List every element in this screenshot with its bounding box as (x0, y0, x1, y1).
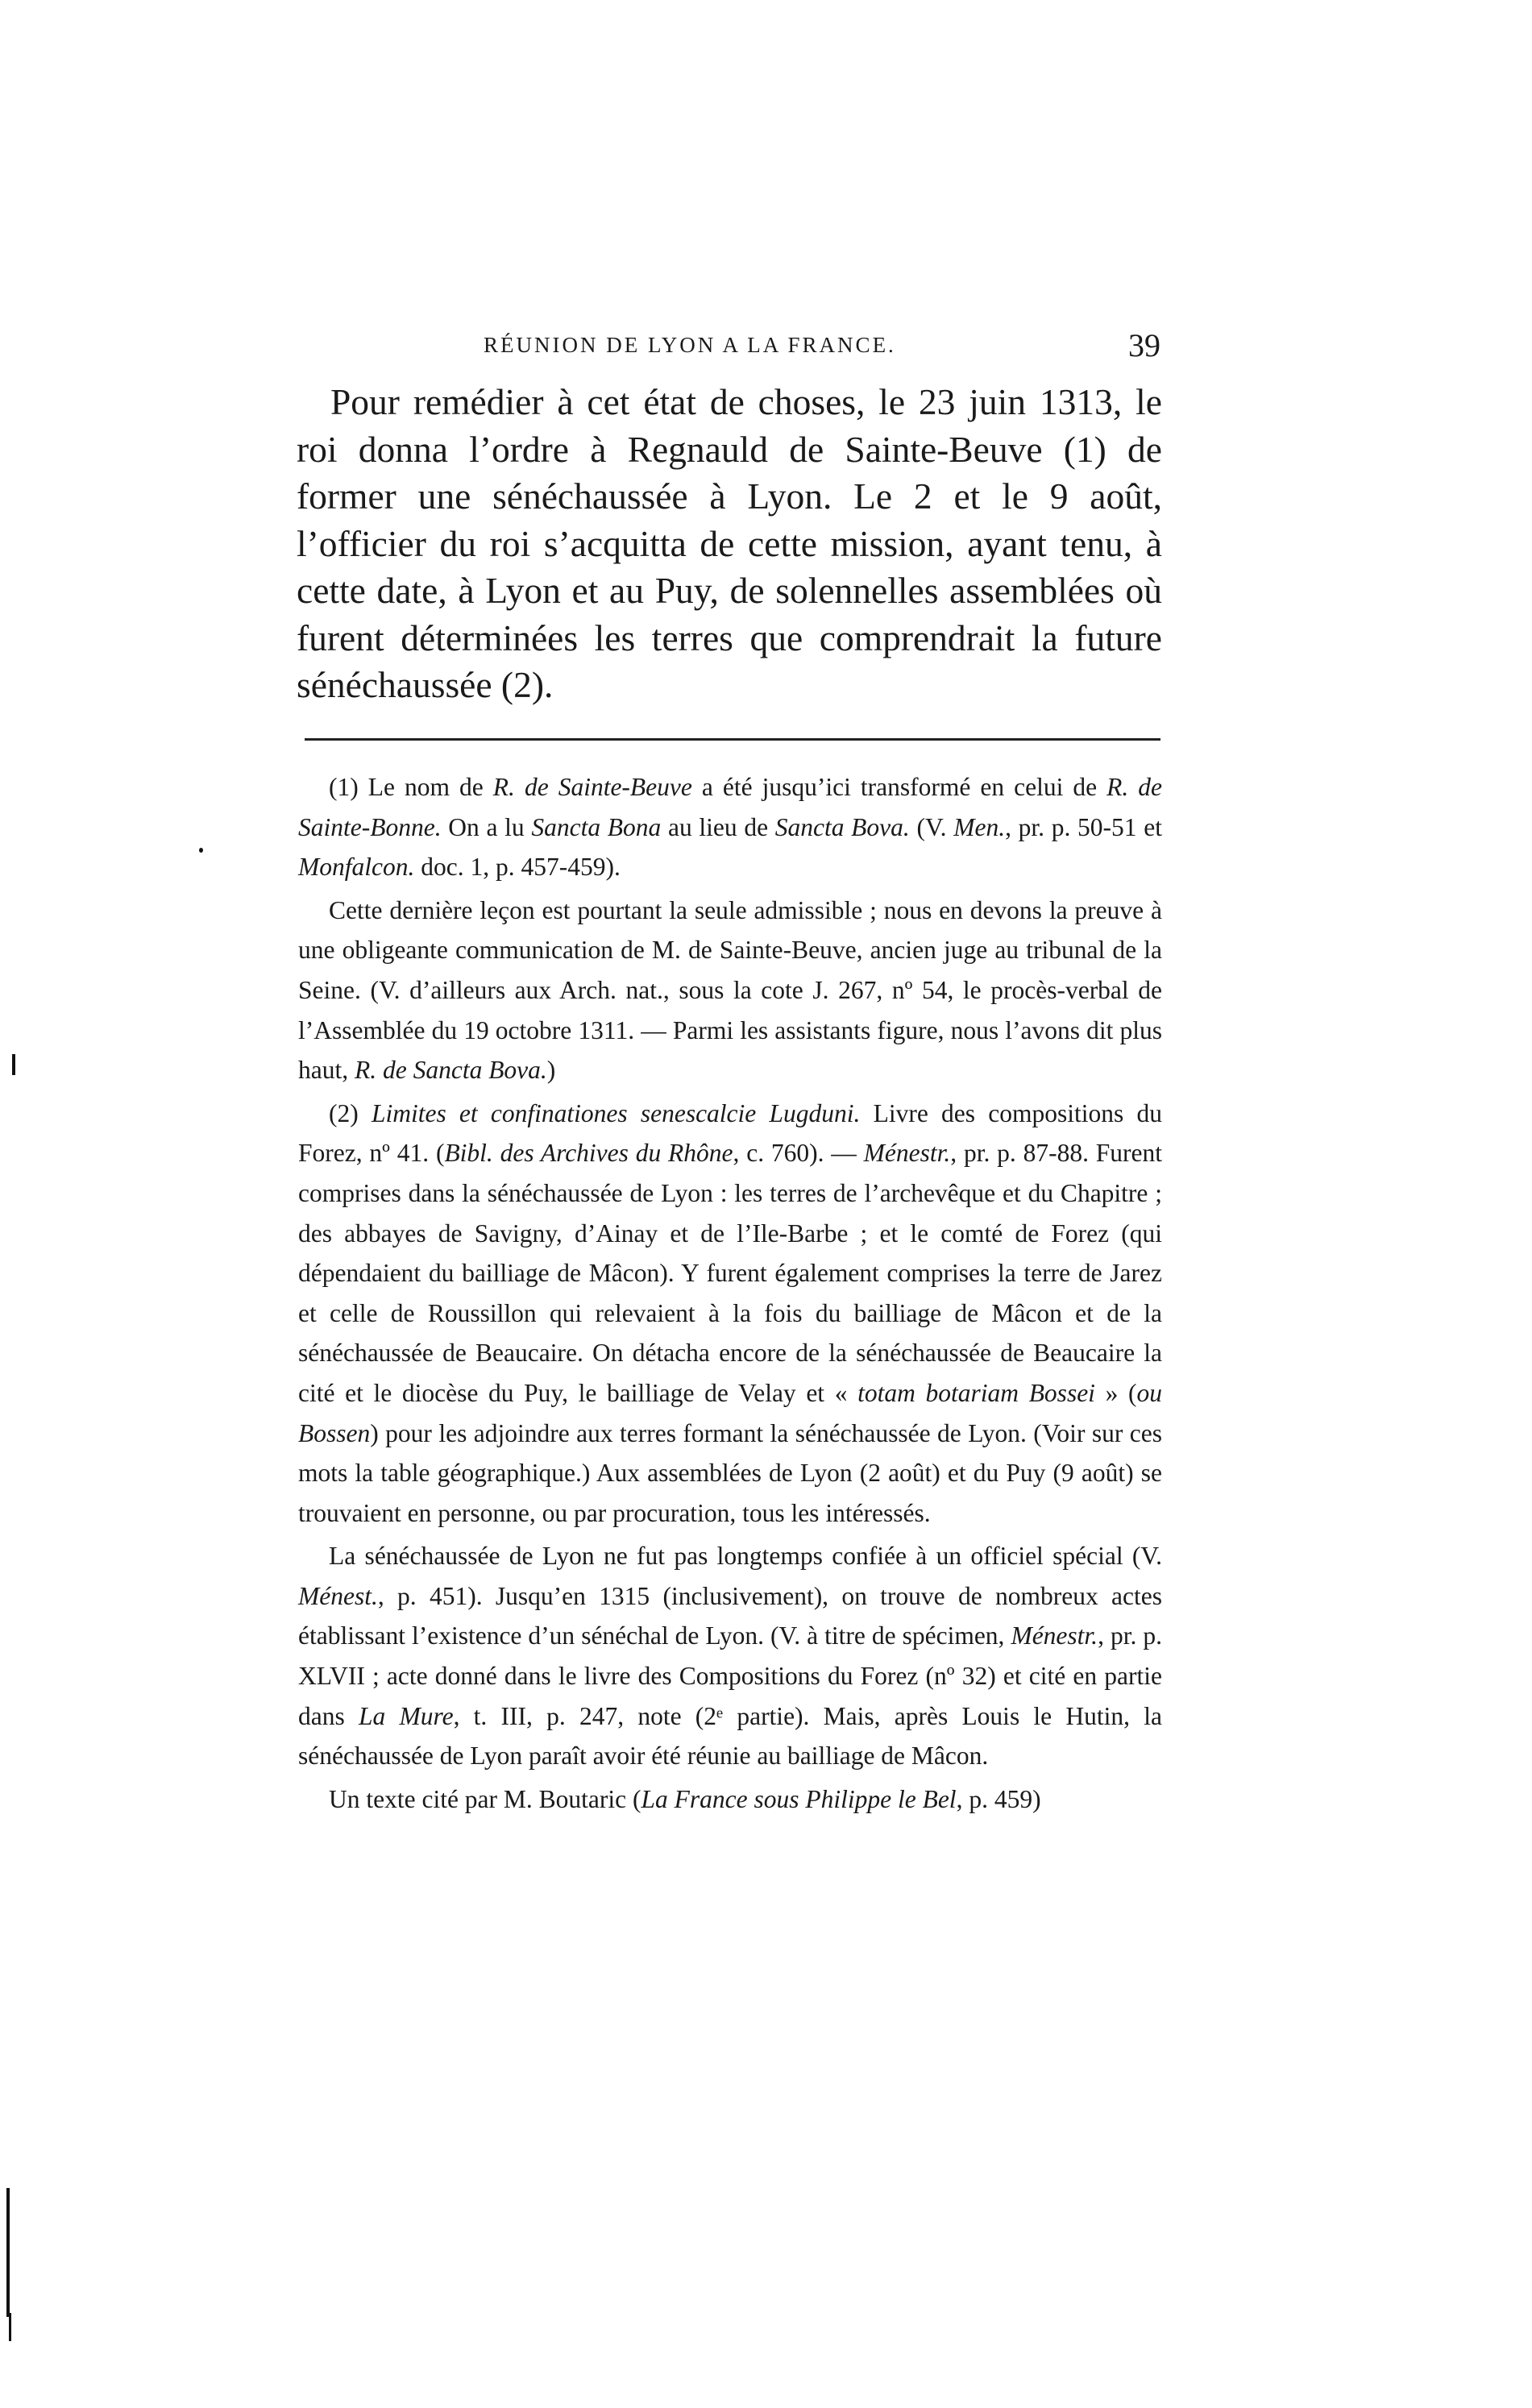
page-number: 39 (1128, 327, 1160, 363)
footnote-2-continuation-boutaric: Un texte cité par M. Boutaric (La France sous Philippe le Bel, p. 459) (329, 1784, 1041, 1813)
margin-tick-mark (12, 1054, 15, 1075)
main-paragraph: Pour remédier à cet état de choses, le 23 juin 1313, le roi donna l’ordre à Regnauld de Sainte-Beuve (1) de former une sénéchaussée à Lyon. Le 2 et le 9 août, l’officier du roi s’acquitta de cette mission, ayant tenu, à cette date, à Lyon et au Puy, de solennelles assemblées où furent déterminées les terres que comprendrait la future sénéchaussée (2). (297, 381, 1162, 705)
footnotes (298, 767, 1162, 1822)
footnote-2-continuation-senechaussee: La sénéchaussée de Lyon ne fut pas longtemps confiée à un officiel spécial (V. Ménest., p. 451). Jusqu’en 1315 (inclusivement), on trouve de nombreux actes établissant l’existence d’un sénéchal de Lyon. (V. à titre de spécimen, Ménestr., pr. p. XLVII ; acte donné dans le livre des Compositions du Forez (nº 32) et cité en partie dans La Mure, t. III, p. 247, note (2ᵉ partie). Mais, après Louis le Hutin, la sénéchaussée de Lyon paraît avoir été réunie au bailliage de Mâcon. (298, 1542, 1162, 1771)
footnote-separator-rule (305, 738, 1160, 741)
margin-binding-mark (6, 2188, 10, 2317)
footnote-1-continuation: Cette dernière leçon est pourtant la seule admissible ; nous en devons la preuve à une obligeante communication de M. de Sainte-Beuve, ancien juge au tribunal de la Seine. (V. d’ailleurs aux Arch. nat., sous la cote J. 267, nº 54, le procès-verbal de l’Assemblée du 19 octobre 1311. — Parmi les assistants figure, nous l’avons dit plus haut, R. de Sancta Bova.) (298, 895, 1162, 1085)
margin-dot-mark (199, 848, 203, 853)
page-header (298, 326, 1160, 375)
footnote-2: (2) Limites et confinationes senescalcie Lugduni. Livre des compositions du Forez, nº 41. (Bibl. des Archives du Rhône, c. 760). — Ménestr., pr. p. 87-88. Furent comprises dans la sénéchaussée de Lyon : les terres de l’archevêque et du Chapitre ; des abbayes de Savigny, d’Ainay et de l’Ile-Barbe ; et le comté de Forez (qui dépendaient du bailliage de Mâcon). Y furent également comprises la terre de Jarez et celle de Roussillon qui relevaient à la fois du bailliage de Mâcon et de la sénéchaussée de Beaucaire. On détacha encore de la sénéchaussée de Beaucaire la cité et le diocèse du Puy, le bailliage de Velay et « totam botariam Bossei » (ou Bossen) pour les adjoindre aux terres formant la sénéchaussée de Lyon. (Voir sur ces mots la table géographique.) Aux assemblées de Lyon (2 août) et du Puy (9 août) se trouvaient en personne, ou par procuration, tous les intéressés. (298, 1098, 1162, 1527)
running-title: RÉUNION DE LYON A LA FRANCE. (484, 333, 896, 357)
footnote-1: (1) Le nom de R. de Sainte-Beuve a été jusqu’ici transformé en celui de R. de Sainte-Bonne. On a lu Sancta Bona au lieu de Sancta Bova. (V. Men., pr. p. 50-51 et Monfalcon. doc. 1, p. 457-459). (298, 773, 1162, 882)
margin-binding-mark-lower (9, 2313, 11, 2341)
